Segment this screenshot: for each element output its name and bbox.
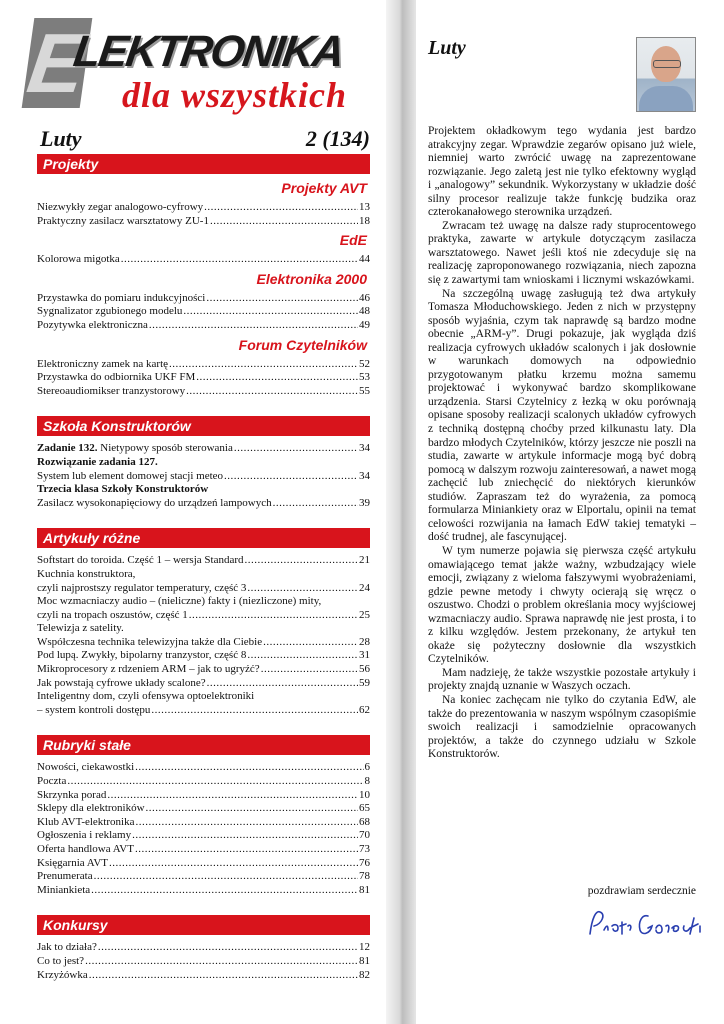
toc-entry-title: Sklepy dla elektroników xyxy=(37,802,145,815)
toc-entry[interactable] xyxy=(37,201,370,215)
toc-line: Moc wzmacniaczy audio – (nieliczne) fakty i (niezliczone) mity, xyxy=(37,595,322,608)
section-heading: Szkoła Konstruktorów xyxy=(37,416,370,436)
toc-dot-leader xyxy=(261,663,358,677)
toc-entry[interactable] xyxy=(37,385,370,399)
editorial-paragraph: Na szczególną uwagę zasługują też dwa artykuły Tomasza Młoduchowskiego. Jeden z nich w przystępny sposób wyjaśnia, czym tak naprawdę są bardzo modne obecnie „ARM-y”. Drugi pokazuje, jak wygląda dziś realizacja cyfrowych układów scalonych i jak dosłownie w warunkach domowych na odpowiednio przygotowanym płatku krzemu można samemu projektować i wykonywać bardzo skomplikowane urządzenia. Starsi Czytelnicy z łezką w oku porównają opisane sposoby realizacji scalonych układów cyfrowych z techniką dostępną choćby przed kilkunastu laty. Dla bardzo młodych Czytelników, którzy jeszcze nie poszli na studia, zawarte w artykule informacje mogą być dobrą pomocą w dalszym rozwoju zainteresowań, a nawet mogą zachęcić lub zniechęcić do niektórych kierunków studiów. Zapraszam też do wyrażenia, za pomocą formularza Miniankiety oraz w Elportalu, opinii na temat celowości rozwijania na łamach EdW takiej tematyki – dość trudnej, ale fascynującej. xyxy=(428,287,696,544)
toc-dot-leader xyxy=(135,843,358,857)
toc-dot-leader xyxy=(132,829,358,843)
editorial-closing: pozdrawiam serdecznie xyxy=(587,885,696,897)
toc-entry-page: 34 xyxy=(359,442,370,455)
toc-entry-title: czyli na tropach oszustów, część 1 xyxy=(37,608,188,621)
editorial-paragraph: Zwracam też uwagę na dalsze rady stuprocentowego praktyka, zawarte w artykule dotyczącym zasilacza warsztatowego. Nawet jeśli ktoś nie zdecyduje się na realizację zaproponowanego rozwiązania, niech zapozna się z zawartymi tam wnioskami i licznymi wskazówkami. xyxy=(428,219,696,287)
section-heading: Konkursy xyxy=(37,915,370,935)
toc-entry-page: 73 xyxy=(359,843,370,855)
toc-entry-title: Co to jest? xyxy=(37,954,85,967)
toc-entry-page: 46 xyxy=(359,291,370,304)
toc-entry-page: 49 xyxy=(359,318,370,331)
toc-entry[interactable] xyxy=(37,663,370,677)
toc-dot-leader xyxy=(206,292,358,306)
toc-entry-page: 28 xyxy=(359,635,370,648)
toc-entry[interactable] xyxy=(37,582,370,596)
toc-entry-title: Ogłoszenia i reklamy xyxy=(37,829,132,842)
toc-entry-page: 59 xyxy=(359,676,370,689)
editorial-paragraph: Projektem okładkowym tego wydania jest bardzo atrakcyjny zegar. Wprawdzie zegarów opisano już wiele, niemniej warto zwrócić uwagę na zaprezentowane rozwiązanie. Jego zaletą jest nie tylko efektowny wygląd i „analogowy” sekundnik. Wykorzystany w układzie dość silny procesor realizuje także funkcję budzika oraz czterokanałowego sterownika urządzeń. xyxy=(428,125,696,219)
toc-entry-title: Pozytywka elektroniczna xyxy=(37,318,148,331)
table-of-contents xyxy=(37,154,370,982)
logo-word: LEKTRONIKA xyxy=(70,27,346,76)
toc-entry[interactable] xyxy=(37,636,370,650)
toc-entry-title: Zasilacz wysokonapięciowy do urządzeń lampowych xyxy=(37,496,272,509)
toc-entry-page: 81 xyxy=(359,954,370,967)
toc-line: Inteligentny dom, czyli ofensywa optoelektroniki xyxy=(37,690,255,703)
toc-entry-page: 81 xyxy=(359,883,370,896)
toc-dot-leader xyxy=(263,636,358,650)
editor-photo-body xyxy=(639,86,693,112)
toc-entry[interactable] xyxy=(37,358,370,372)
toc-entry-page: 8 xyxy=(364,775,370,788)
toc-dot-leader xyxy=(146,802,358,816)
toc-dot-leader xyxy=(85,955,358,969)
toc-entry[interactable] xyxy=(37,802,370,816)
toc-entry-title: Współczesna technika telewizyjna także dla Ciebie xyxy=(37,635,263,648)
toc-dot-leader xyxy=(207,677,358,691)
toc-entry-title: Skrzynka porad xyxy=(37,788,107,801)
toc-entry[interactable] xyxy=(37,497,370,511)
toc-entry-page: 68 xyxy=(359,815,370,828)
toc-dot-leader xyxy=(247,649,358,663)
toc-entry-title: System lub element domowej stacji meteo xyxy=(37,469,224,482)
toc-entry-title: Miniankieta xyxy=(37,883,91,896)
toc-dot-leader xyxy=(210,215,358,229)
section-heading: Rubryki stałe xyxy=(37,735,370,755)
subsection-heading: Projekty AVT xyxy=(281,180,367,196)
editorial-paragraph: W tym numerze pojawia się pierwsza część artykułu omawiającego temat jakże ważny, wzbudzający wiele emocji, związany z wieloma fałszywymi wyobrażeniami, gdzie pewne metody i chwyty ocierają się wręcz o oszustwo. Chodzi o problem określania mocy wyjściowej wzmacniaczy audio. Sprawa naprawdę nie jest prosta, i to z kilku względów. Jestem przekonany, że artykuł ten okaże się pożyteczny dosłownie dla wszystkich Czytelników. xyxy=(428,544,696,666)
toc-entry-page: 6 xyxy=(364,761,370,774)
toc-entry[interactable] xyxy=(37,969,370,983)
editorial-paragraph: Mam nadzieję, że także wszystkie pozostałe artykuły i projekty znajdą uznanie w Waszych oczach. xyxy=(428,666,696,693)
toc-entry-title: Mikroprocesory z rdzeniem ARM – jak to ugryźć? xyxy=(37,663,260,676)
editor-photo xyxy=(636,37,696,112)
toc-entry-title: – system kontroli dostępu xyxy=(37,703,151,716)
toc-line: Rozwiązanie zadania 127. xyxy=(37,455,158,468)
toc-entry-title: Prenumerata xyxy=(37,870,93,883)
toc-dot-leader xyxy=(135,761,363,775)
toc-dot-leader xyxy=(149,319,358,333)
toc-entry-page: 76 xyxy=(359,856,370,869)
signature-image xyxy=(586,904,706,948)
toc-entry-page: 48 xyxy=(359,305,370,318)
editor-photo-glasses xyxy=(653,60,681,68)
toc-entry[interactable] xyxy=(37,215,370,229)
toc-entry[interactable] xyxy=(37,305,370,319)
toc-entry[interactable] xyxy=(37,816,370,830)
toc-entry-title: Praktyczny zasilacz warsztatowy ZU-1 xyxy=(37,214,209,227)
toc-dot-leader xyxy=(204,201,358,215)
toc-dot-leader xyxy=(234,442,358,456)
toc-entry-title: Sygnalizator zgubionego modelu xyxy=(37,305,183,318)
toc-entry-page: 82 xyxy=(359,968,370,981)
toc-entry-page: 24 xyxy=(359,581,370,594)
toc-dot-leader xyxy=(245,554,358,568)
toc-entry-title: czyli najprostszy regulator temperatury, część 3 xyxy=(37,581,247,594)
toc-entry-page: 10 xyxy=(359,788,370,801)
editorial-paragraph: Na koniec zachęcam nie tylko do czytania EdW, ale także do prezentowania w naszym wspólnym czasopiśmie swoich realizacji i samodzielnie opracowanych projektów, a także do czynnego udziału w Szkole Konstruktorów. xyxy=(428,693,696,761)
toc-entry[interactable] xyxy=(37,761,370,775)
toc-entry[interactable] xyxy=(37,677,370,691)
section-heading: Projekty xyxy=(37,154,370,174)
toc-entry-title: Przystawka do pomiaru indukcyjności xyxy=(37,291,206,304)
toc-entry-page: 25 xyxy=(359,608,370,621)
toc-entry-title: Zadanie 132. Nietypowy sposób sterowania xyxy=(37,442,233,455)
toc-dot-leader xyxy=(186,385,358,399)
magazine-logo xyxy=(22,16,368,118)
toc-line: Telewizja z satelity. xyxy=(37,622,124,635)
toc-entry-page: 21 xyxy=(359,554,370,567)
toc-entry[interactable] xyxy=(37,829,370,843)
toc-entry-page: 39 xyxy=(359,496,370,509)
toc-dot-leader xyxy=(135,816,358,830)
toc-entry[interactable] xyxy=(37,371,370,385)
toc-entry[interactable] xyxy=(37,843,370,857)
toc-dot-leader xyxy=(189,609,358,623)
toc-entry[interactable] xyxy=(37,253,370,267)
toc-entry-page: 34 xyxy=(359,469,370,482)
toc-entry[interactable] xyxy=(37,649,370,663)
toc-entry-page: 70 xyxy=(359,829,370,842)
toc-entry-page: 52 xyxy=(359,357,370,370)
editorial-text xyxy=(428,125,696,762)
toc-dot-leader xyxy=(183,305,358,319)
toc-dot-leader xyxy=(121,253,358,267)
toc-dot-leader xyxy=(94,870,358,884)
toc-dot-leader xyxy=(109,857,358,871)
toc-entry-page: 56 xyxy=(359,663,370,676)
toc-entry-title: Poczta xyxy=(37,775,67,788)
toc-dot-leader xyxy=(91,884,358,898)
toc-entry[interactable] xyxy=(37,870,370,884)
toc-dot-leader xyxy=(273,497,358,511)
page-spine xyxy=(386,0,416,1024)
toc-entry-page: 55 xyxy=(359,384,370,397)
toc-line: Trzecia klasa Szkoły Konstruktorów xyxy=(37,483,209,496)
toc-entry-page: 12 xyxy=(359,941,370,954)
toc-entry[interactable] xyxy=(37,319,370,333)
toc-entry-title: Przystawka do odbiornika UKF FM xyxy=(37,371,196,384)
toc-entry-title: Elektroniczny zamek na kartę xyxy=(37,357,169,370)
toc-dot-leader xyxy=(89,969,358,983)
toc-entry[interactable] xyxy=(37,442,370,456)
subsection-heading: Forum Czytelników xyxy=(238,336,367,353)
toc-entry-title: Pod lupą. Zwykły, bipolarny tranzystor, część 8 xyxy=(37,649,247,662)
editorial-title: Luty xyxy=(428,37,466,59)
toc-entry[interactable] xyxy=(37,789,370,803)
toc-entry[interactable] xyxy=(37,609,370,623)
issue-header xyxy=(40,126,370,152)
toc-entry-title: Krzyżówka xyxy=(37,968,88,981)
toc-entry[interactable] xyxy=(37,884,370,898)
toc-entry-title: Stereoaudiomikser tranzystorowy xyxy=(37,384,186,397)
toc-entry-title: Klub AVT-elektronika xyxy=(37,815,135,828)
toc-dot-leader xyxy=(67,775,363,789)
toc-dot-leader xyxy=(107,789,358,803)
toc-entry-title: Jak powstają cyfrowe układy scalone? xyxy=(37,676,206,689)
toc-dot-leader xyxy=(196,371,358,385)
toc-entry-title: Niezwykły zegar analogowo-cyfrowy xyxy=(37,201,204,213)
logo-letter: E xyxy=(22,16,92,110)
toc-dot-leader xyxy=(169,358,358,372)
toc-entry-label: Zadanie 132. xyxy=(37,442,98,455)
issue-number: 2 (134) xyxy=(305,126,370,151)
toc-entry-title: Softstart do toroida. Część 1 – wersja Standard xyxy=(37,554,244,567)
toc-dot-leader xyxy=(247,582,358,596)
toc-dot-leader xyxy=(151,704,358,718)
toc-entry-title: Jak to działa? xyxy=(37,941,97,954)
toc-entry-page: 78 xyxy=(359,870,370,883)
toc-entry-title: Nowości, ciekawostki xyxy=(37,761,135,774)
toc-entry[interactable] xyxy=(37,955,370,969)
toc-entry-title: Oferta handlowa AVT xyxy=(37,843,134,855)
toc-entry-page: 53 xyxy=(359,371,370,384)
toc-entry[interactable] xyxy=(37,775,370,789)
subsection-heading: Elektronika 2000 xyxy=(256,270,367,287)
toc-entry[interactable] xyxy=(37,554,370,568)
toc-entry[interactable] xyxy=(37,470,370,484)
toc-entry[interactable] xyxy=(37,941,370,955)
toc-entry-title: Księgarnia AVT xyxy=(37,856,108,869)
toc-entry-page: 18 xyxy=(359,214,370,227)
toc-entry-page: 13 xyxy=(359,201,370,213)
section-heading: Artykuły różne xyxy=(37,528,370,548)
toc-entry-title: Kolorowa migotka xyxy=(37,253,120,266)
toc-entry-page: 44 xyxy=(359,253,370,266)
toc-dot-leader xyxy=(224,470,358,484)
toc-entry-page: 62 xyxy=(359,703,370,716)
toc-entry-page: 65 xyxy=(359,802,370,815)
subsection-heading: EdE xyxy=(339,232,367,249)
toc-line: Kuchnia konstruktora, xyxy=(37,567,136,580)
toc-entry-page: 31 xyxy=(359,649,370,662)
logo-subtitle: dla wszystkich xyxy=(122,75,348,115)
toc-dot-leader xyxy=(98,941,358,955)
toc-entry[interactable] xyxy=(37,704,370,718)
issue-month: Luty xyxy=(40,126,82,151)
toc-entry[interactable] xyxy=(37,857,370,871)
toc-entry[interactable] xyxy=(37,292,370,306)
